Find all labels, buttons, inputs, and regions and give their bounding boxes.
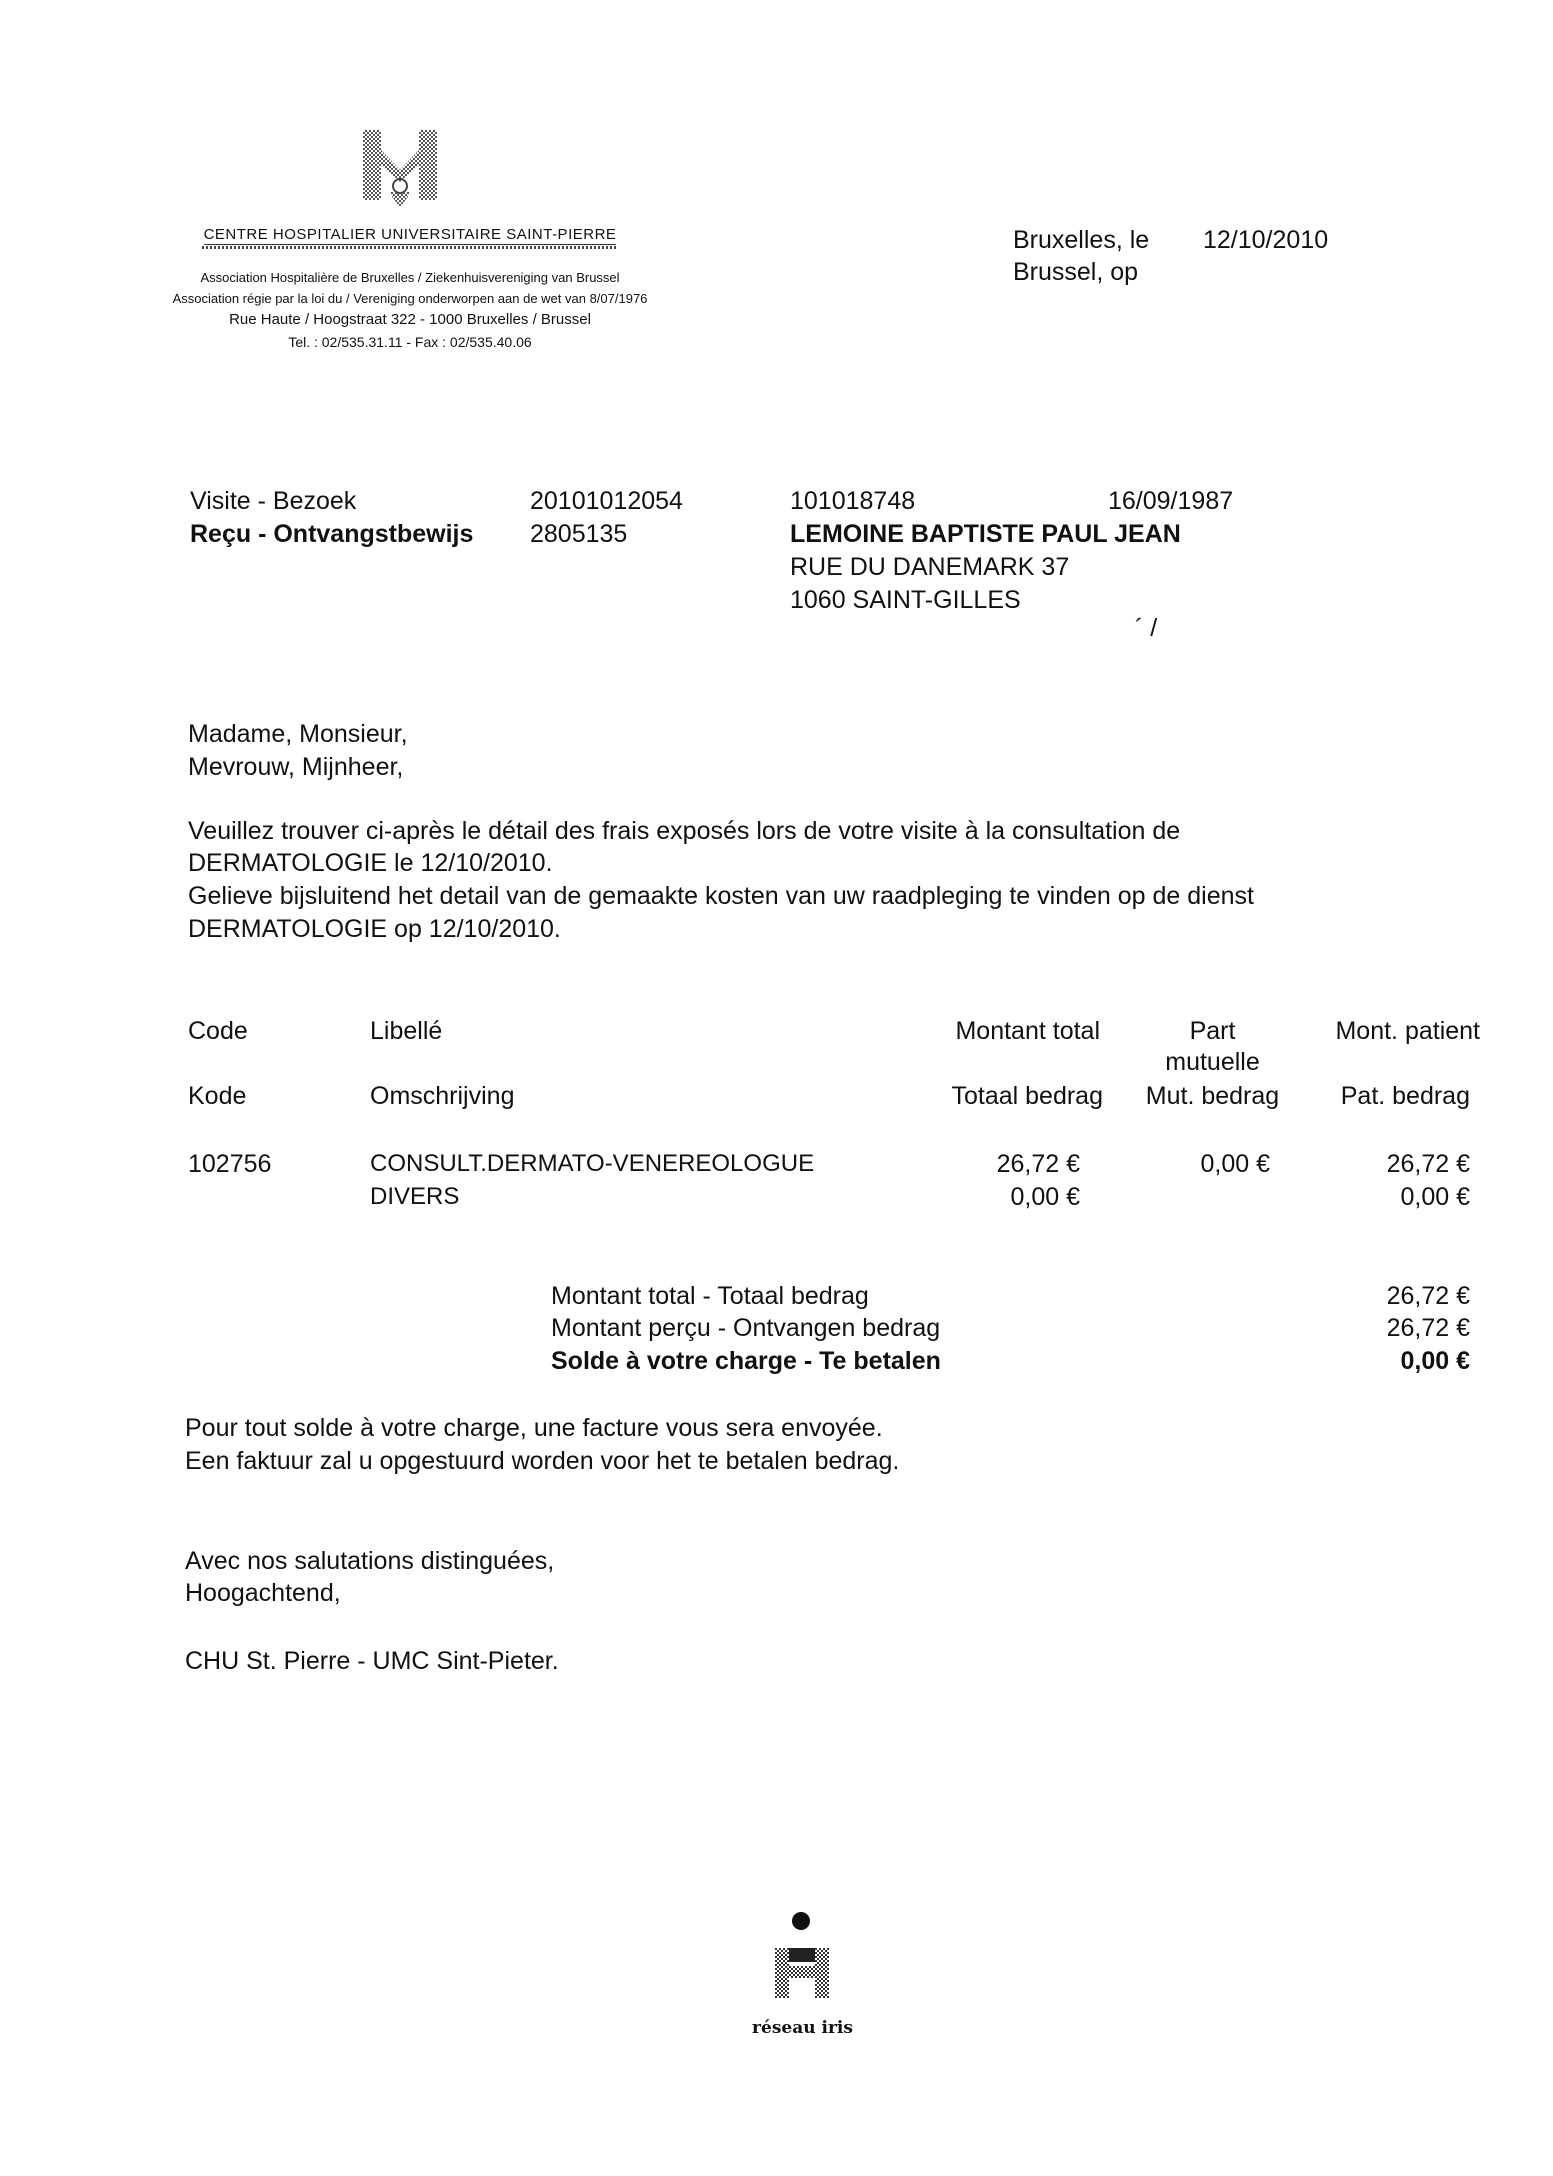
- intro-nl-line2: DERMATOLOGIE op 12/10/2010.: [188, 915, 561, 943]
- total-label: Montant total - Totaal bedrag: [551, 1282, 869, 1310]
- hospital-name: CENTRE HOSPITALIER UNIVERSITAIRE SAINT-PIERRE: [203, 226, 617, 243]
- intro-fr-line2: DERMATOLOGIE le 12/10/2010.: [188, 849, 553, 877]
- header-omschrijving: Omschrijving: [370, 1082, 515, 1110]
- receipt-label: Reçu - Ontvangstbewijs: [190, 520, 474, 548]
- salutation-nl: Mevrouw, Mijnheer,: [188, 753, 404, 781]
- place-label-fr: Bruxelles, le: [1013, 226, 1150, 254]
- header-patient: Mont. patient: [1335, 1017, 1480, 1045]
- patient-city: 1060 SAINT-GILLES: [790, 586, 1021, 614]
- salutation-fr: Madame, Monsieur,: [188, 720, 408, 748]
- header-kode: Kode: [188, 1082, 247, 1110]
- divider: [202, 246, 617, 249]
- balance-label: Solde à votre charge - Te betalen: [551, 1347, 941, 1375]
- closing-fr: Avec nos salutations distinguées,: [185, 1547, 555, 1575]
- header-total: Montant total: [955, 1017, 1100, 1045]
- hospital-legal-status: Association régie par la loi du / Vereniging onderworpen aan de wet van 8/07/1976: [172, 291, 648, 306]
- patient-birth-date: 16/09/1987: [1108, 487, 1234, 515]
- iris-network-logo-icon: [765, 1910, 840, 2005]
- header-part: Part: [1189, 1017, 1236, 1045]
- hospital-association: Association Hospitalière de Bruxelles / Ziekenhuisvereniging van Brussel: [200, 270, 620, 285]
- hospital-phone-fax: Tel. : 02/535.31.11 - Fax : 02/535.40.06: [288, 334, 532, 350]
- network-logo-text: réseau iris: [752, 2018, 853, 2038]
- header-totaal-bedrag: Totaal bedrag: [951, 1082, 1103, 1110]
- invoice-note-fr: Pour tout solde à votre charge, une facture vous sera envoyée.: [185, 1414, 883, 1442]
- balance-value: 0,00 €: [1400, 1347, 1470, 1375]
- header-label: Libellé: [370, 1017, 443, 1045]
- received-label: Montant perçu - Ontvangen bedrag: [551, 1314, 941, 1342]
- header-code: Code: [188, 1017, 248, 1045]
- intro-fr-line1: Veuillez trouver ci-après le détail des frais exposés lors de votre visite à la consultation de: [188, 817, 1181, 845]
- row1-total: 26,72 €: [996, 1150, 1080, 1178]
- intro-nl-line1: Gelieve bijsluitend het detail van de gemaakte kosten van uw raadpleging te vinden op de dienst: [188, 882, 1254, 910]
- row1-patient: 26,72 €: [1386, 1150, 1470, 1178]
- hospital-address: Rue Haute / Hoogstraat 322 - 1000 Bruxelles / Brussel: [229, 311, 591, 328]
- total-value: 26,72 €: [1386, 1282, 1470, 1310]
- closing-nl: Hoogachtend,: [185, 1579, 341, 1607]
- header-pat-bedrag: Pat. bedrag: [1340, 1082, 1470, 1110]
- row2-total: 0,00 €: [1010, 1183, 1080, 1211]
- row2-patient: 0,00 €: [1400, 1183, 1470, 1211]
- receipt-number: 2805135: [530, 520, 628, 548]
- row1-code: 102756: [188, 1150, 272, 1178]
- patient-name: LEMOINE BAPTISTE PAUL JEAN: [790, 520, 1181, 548]
- patient-id: 101018748: [790, 487, 916, 515]
- row2-label: DIVERS: [370, 1183, 460, 1210]
- row1-label: CONSULT.DERMATO-VENEREOLOGUE: [370, 1150, 815, 1177]
- visit-number: 20101012054: [530, 487, 683, 515]
- place-label-nl: Brussel, op: [1013, 258, 1139, 286]
- handwritten-mark: ´ /: [1135, 614, 1158, 642]
- signature: CHU St. Pierre - UMC Sint-Pieter.: [185, 1647, 559, 1675]
- visit-label: Visite - Bezoek: [190, 487, 357, 515]
- patient-street: RUE DU DANEMARK 37: [790, 553, 1070, 581]
- header-mut-bedrag: Mut. bedrag: [1145, 1082, 1280, 1110]
- received-value: 26,72 €: [1386, 1314, 1470, 1342]
- letter-date: 12/10/2010: [1203, 226, 1329, 254]
- header-mutuelle: mutuelle: [1165, 1048, 1260, 1076]
- row1-mutual: 0,00 €: [1200, 1150, 1270, 1178]
- hospital-logo-icon: [355, 120, 445, 220]
- invoice-note-nl: Een faktuur zal u opgestuurd worden voor het te betalen bedrag.: [185, 1447, 900, 1475]
